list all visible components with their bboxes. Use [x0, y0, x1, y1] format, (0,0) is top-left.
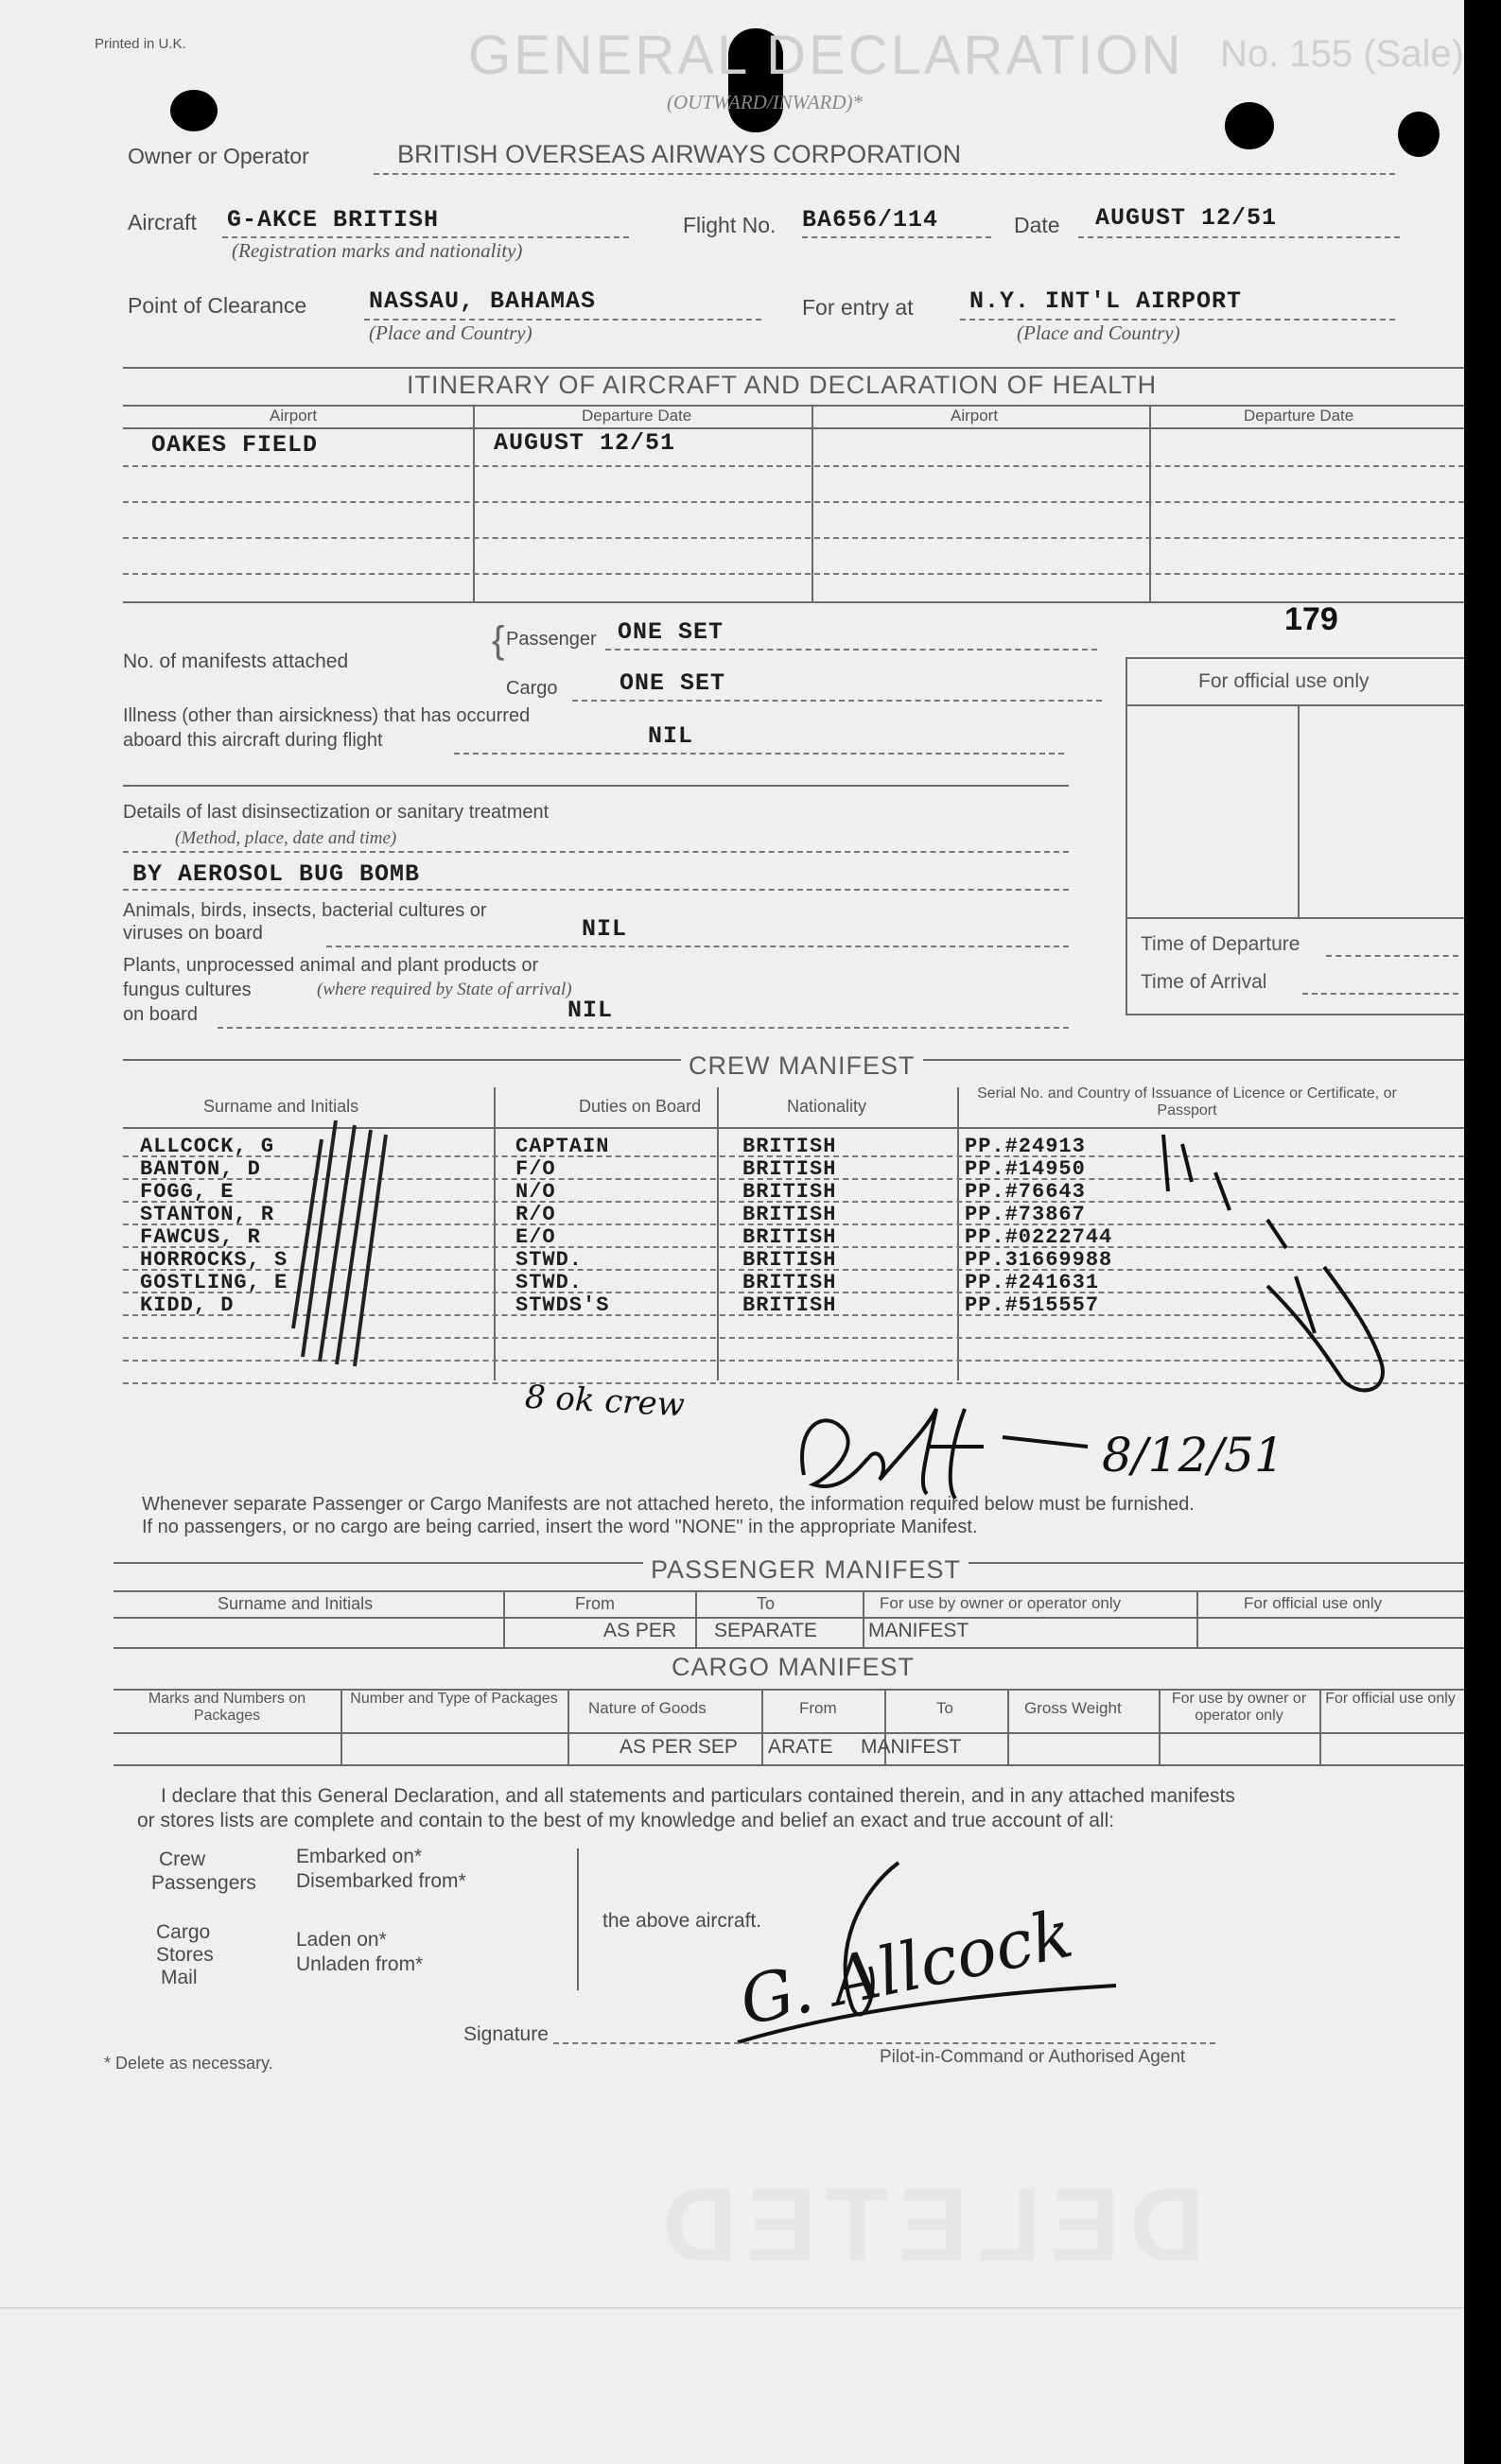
declaration-laden: Laden on* [296, 1929, 387, 1951]
declaration-stores: Stores [156, 1944, 214, 1966]
cargo-row-from: ARATE [768, 1736, 833, 1758]
punch-hole-left [170, 90, 218, 131]
animals-line1: Animals, birds, insects, bacterial cultures or [123, 900, 487, 921]
cargo-header-number: Number and Type of Packages [350, 1691, 558, 1707]
crew-cell: PP.#14950 [965, 1157, 1086, 1181]
entry-note: (Place and Country) [1017, 321, 1180, 344]
passenger-manifest-title: PASSENGER MANIFEST [643, 1555, 969, 1585]
cargo-row-nature: AS PER SEP [620, 1736, 738, 1758]
crew-cell: PP.#76643 [965, 1180, 1086, 1204]
crew-cell: R/O [515, 1203, 556, 1226]
notice-line1: Whenever separate Passenger or Cargo Manifests are not attached hereto, the information required below must be furnished. [142, 1494, 1195, 1515]
date-value: AUGUST 12/51 [1095, 204, 1278, 232]
manifests-cargo-value: ONE SET [620, 669, 726, 697]
declaration-line1: I declare that this General Declaration, and all statements and particulars contained therein, and in any attached manifests [161, 1785, 1235, 1807]
crew-cell: ALLCOCK, G [140, 1135, 275, 1158]
itinerary-header-date-2: Departure Date [1244, 407, 1354, 425]
crew-cell: BRITISH [742, 1135, 837, 1158]
crew-cell: BRITISH [742, 1248, 837, 1272]
illness-line1: Illness (other than airsickness) that has occurred [123, 705, 531, 726]
declaration-embarked: Embarked on* [296, 1846, 423, 1867]
passenger-header-owner: For use by owner or operator only [880, 1594, 1122, 1612]
manifests-passenger-label: Passenger [506, 629, 597, 650]
punch-hole-right [1225, 102, 1274, 149]
crew-cell: PP.#24913 [965, 1135, 1086, 1158]
handwritten-margin-note [1126, 1116, 1419, 1418]
document-title: GENERAL DECLARATION [468, 25, 1184, 86]
crew-cell: STWD. [515, 1271, 584, 1294]
notice-line2: If no passengers, or no cargo are being carried, insert the word "NONE" in the appropriate Manifest. [142, 1517, 978, 1537]
plants-line3: on board [123, 1004, 198, 1025]
declaration-cargo: Cargo [156, 1921, 211, 1943]
manifests-cargo-label: Cargo [506, 678, 558, 699]
crew-cell: FOGG, E [140, 1180, 235, 1204]
cargo-header-owner: For use by owner or operator only [1171, 1691, 1307, 1724]
printer-note: Printed in U.K. [95, 36, 186, 52]
punch-hole-far-right [1398, 112, 1440, 157]
clearance-label: Point of Clearance [128, 293, 307, 318]
crew-cell: BRITISH [742, 1293, 837, 1317]
animals-line2: viruses on board [123, 923, 263, 944]
passenger-header-official: For official use only [1244, 1594, 1383, 1612]
cargo-manifest-title: CARGO MANIFEST [672, 1653, 916, 1681]
document-subtitle: (OUTWARD/INWARD)* [667, 91, 864, 113]
illness-value: NIL [648, 722, 694, 750]
date-label: Date [1014, 213, 1060, 237]
handwritten-crew-tally [265, 1102, 407, 1385]
itinerary-header-airport-1: Airport [270, 407, 318, 425]
crew-header-nationality: Nationality [787, 1097, 867, 1116]
plants-value: NIL [567, 997, 614, 1024]
crew-cell: CAPTAIN [515, 1135, 610, 1158]
handwritten-crew-date: 8/12/51 [1102, 1428, 1284, 1483]
aircraft-label: Aircraft [128, 210, 197, 234]
cargo-header-nature: Nature of Goods [588, 1699, 707, 1717]
flight-label: Flight No. [683, 213, 777, 237]
scan-margin [1464, 0, 1501, 2464]
crew-cell: PP.#241631 [965, 1271, 1100, 1294]
cargo-row-to: MANIFEST [861, 1736, 962, 1758]
cargo-header-marks: Marks and Numbers on Packages [148, 1691, 306, 1724]
page-number: 179 [1284, 601, 1338, 637]
crew-cell: PP.#515557 [965, 1293, 1100, 1317]
official-arrival-label: Time of Arrival [1141, 971, 1267, 993]
declaration-mail: Mail [161, 1967, 198, 1988]
cargo-header-from: From [799, 1699, 837, 1717]
owner-label: Owner or Operator [128, 144, 309, 168]
flight-value: BA656/114 [802, 206, 939, 234]
signature-label: Signature [463, 2023, 549, 2045]
handwritten-crew-note: 8 ok crew [524, 1378, 686, 1425]
crew-cell: BRITISH [742, 1157, 837, 1181]
crew-cell: BRITISH [742, 1225, 837, 1249]
aircraft-note: (Registration marks and nationality) [232, 239, 523, 262]
signature-text: G. Allcock [733, 1894, 1079, 2041]
animals-value: NIL [582, 915, 628, 943]
disinsect-line1: Details of last disinsectization or sanitary treatment [123, 802, 550, 823]
crew-cell: BRITISH [742, 1180, 837, 1204]
clearance-value: NASSAU, BAHAMAS [369, 287, 597, 315]
official-use-label: For official use only [1198, 670, 1370, 692]
crew-cell: HORROCKS, S [140, 1248, 288, 1272]
crew-cell: E/O [515, 1225, 556, 1249]
aircraft-value: G-AKCE BRITISH [227, 206, 440, 234]
passenger-header-name: Surname and Initials [218, 1594, 374, 1613]
declaration-disembarked: Disembarked from* [296, 1870, 466, 1892]
delete-note: * Delete as necessary. [104, 2054, 273, 2073]
crew-cell: BRITISH [742, 1203, 837, 1226]
plants-line2-note: (where required by State of arrival) [317, 980, 572, 999]
crew-cell: GOSTLING, E [140, 1271, 288, 1294]
crew-cell: N/O [515, 1180, 556, 1204]
disinsect-line2: (Method, place, date and time) [175, 828, 397, 848]
plants-line1: Plants, unprocessed animal and plant products or [123, 955, 539, 976]
manifests-brace: { [492, 619, 505, 661]
crew-cell: BRITISH [742, 1271, 837, 1294]
itinerary-title: ITINERARY OF AIRCRAFT AND DECLARATION OF HEALTH [407, 371, 1158, 399]
signature-stroke [719, 1853, 1135, 2061]
illness-line2: aboard this aircraft during flight [123, 730, 383, 751]
crew-cell: PP.#0222744 [965, 1225, 1113, 1249]
signature-role: Pilot-in-Command or Authorised Agent [880, 2047, 1186, 2067]
official-departure-label: Time of Departure [1141, 933, 1300, 955]
itinerary-row-airport: OAKES FIELD [151, 431, 319, 459]
crew-cell: PP.#73867 [965, 1203, 1086, 1226]
cargo-header-to: To [936, 1699, 953, 1717]
crew-cell: KIDD, D [140, 1293, 235, 1317]
watermark: DELETED [653, 2167, 1205, 2283]
crew-cell: F/O [515, 1157, 556, 1181]
plants-line2: fungus cultures [123, 980, 252, 1000]
crew-header-duties: Duties on Board [579, 1097, 702, 1116]
crew-cell: STWDS'S [515, 1293, 610, 1317]
crew-manifest-title: CREW MANIFEST [681, 1051, 923, 1081]
itinerary-row-date: AUGUST 12/51 [494, 429, 676, 457]
declaration-unladen: Unladen from* [296, 1953, 424, 1975]
passenger-row-from: AS PER [603, 1620, 677, 1641]
crew-header-name: Surname and Initials [203, 1097, 359, 1116]
entry-label: For entry at [802, 295, 914, 320]
disinsect-value: BY AEROSOL BUG BOMB [132, 860, 421, 888]
itinerary-header-date-1: Departure Date [582, 407, 692, 425]
crew-cell: STWD. [515, 1248, 584, 1272]
passenger-row-owner: MANIFEST [868, 1620, 969, 1641]
crew-cell: FAWCUS, R [140, 1225, 261, 1249]
passenger-header-to: To [757, 1594, 776, 1613]
crew-cell: PP.31669988 [965, 1248, 1113, 1272]
document-number: No. 155 (Sale) [1220, 33, 1464, 75]
cargo-header-weight: Gross Weight [1024, 1699, 1122, 1717]
crew-cell: STANTON, R [140, 1203, 275, 1226]
official-use-box [1126, 657, 1464, 1015]
crew-header-serial: Serial No. and Country of Issuance of Licence or Certificate, or Passport [977, 1085, 1397, 1119]
manifests-passenger-value: ONE SET [618, 618, 724, 646]
manifests-label: No. of manifests attached [123, 651, 349, 672]
declaration-passengers: Passengers [151, 1872, 256, 1894]
entry-value: N.Y. INT'L AIRPORT [969, 287, 1243, 315]
passenger-row-to: SEPARATE [714, 1620, 817, 1641]
declaration-crew: Crew [159, 1848, 206, 1870]
cargo-header-official: For official use only [1325, 1691, 1456, 1707]
declaration-line2: or stores lists are complete and contain to the best of my knowledge and belief an exact and true account of all: [137, 1810, 1115, 1831]
crew-cell: BANTON, D [140, 1157, 261, 1181]
itinerary-header-airport-2: Airport [951, 407, 999, 425]
declaration-above: the above aircraft. [602, 1910, 762, 1932]
passenger-header-from: From [575, 1594, 615, 1613]
owner-value: BRITISH OVERSEAS AIRWAYS CORPORATION [397, 140, 962, 168]
clearance-note: (Place and Country) [369, 321, 532, 344]
